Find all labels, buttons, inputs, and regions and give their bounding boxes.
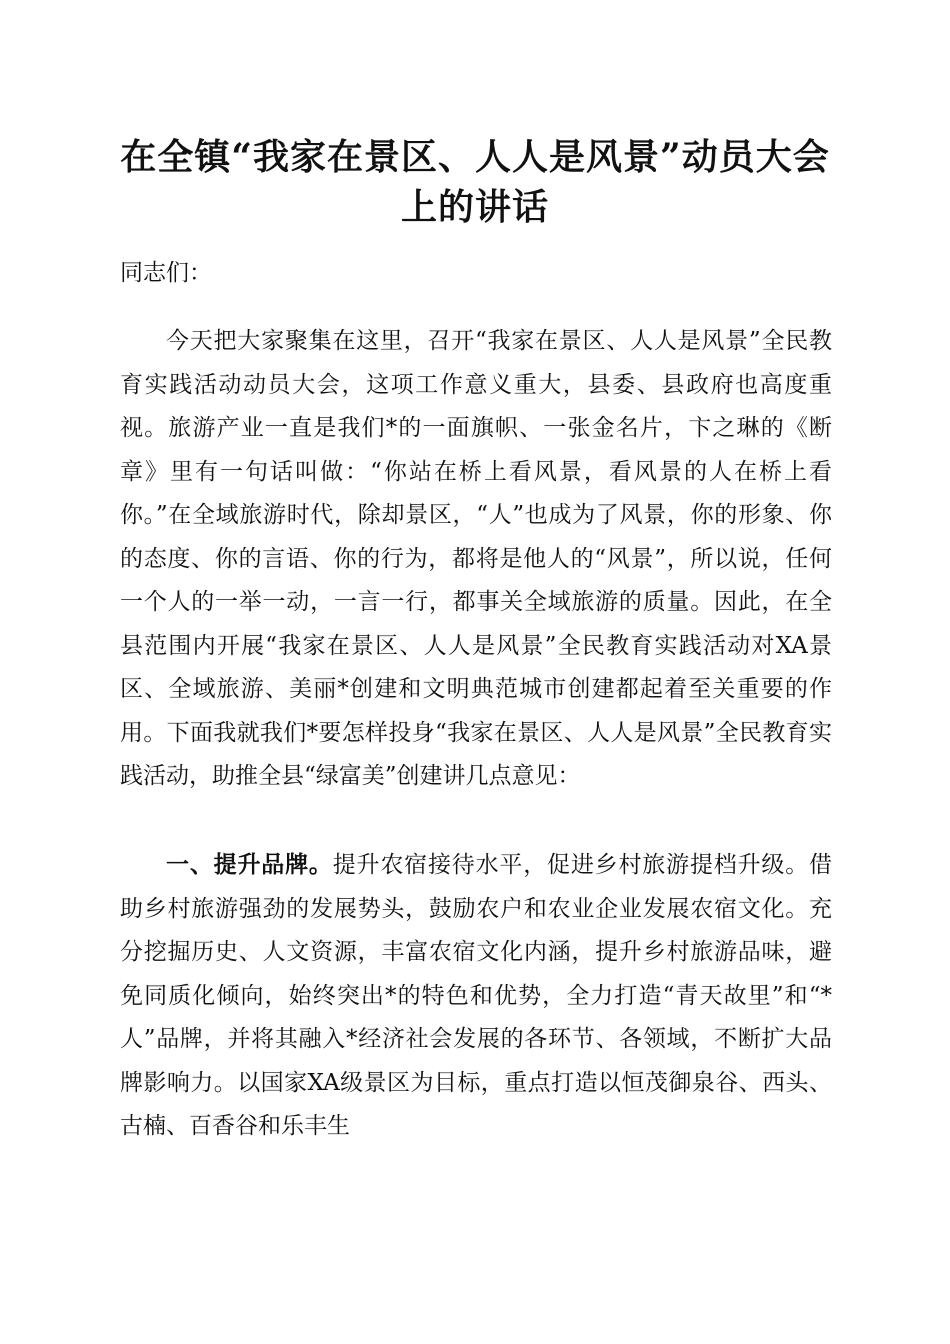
paragraph-section-1 xyxy=(120,843,832,1149)
document-title xyxy=(100,132,850,232)
paragraph-intro: 今天把大家聚集在这里，召开“我家在景区、人人是风景”全民教育实践活动动员大会，这项工作意义重大，县委、县政府也高度重视。旅游产业一直是我们*的一面旗帜、一张金名片，卞之琳的《断章》里有一句话叫做：“你站在桥上看风景，看风景的人在桥上看你。”在全域旅游时代，除却景区，“人”也成为了风景，你的形象、你的态度、你的言语、你的行为，都将是他人的“风景”，所以说，任何一个人的一举一动，一言一行，都事关全域旅游的质量。因此，在全县范围内开展“我家在景区、人人是风景”全民教育实践活动对XA景区、全域旅游、美丽*创建和文明典范城市创建都起着至关重要的作用。下面我就我们*要怎样投身“我家在景区、人人是风景”全民教育实践活动，助推全县“绿富美”创建讲几点意见： xyxy=(120,328,832,789)
section-1-heading: 一、提升品牌。 xyxy=(166,851,333,878)
title-line-2: 上的讲话 xyxy=(400,186,549,228)
section-1-text: 提升农宿接待水平，促进乡村旅游提档升级。借助乡村旅游强劲的发展势头，鼓励农户和农业企业发展农宿文化。充分挖掘历史、人文资源，丰富农宿文化内涵，提升乡村旅游品味，避免同质化倾向，始终突出*的特色和优势，全力打造“青天故里”和“*人”品牌，并将其融入*经济社会发展的各环节、各领域，不断扩大品牌影响力。以国家XA级景区为目标，重点打造以恒茂御泉谷、西头、古楠、百香谷和乐丰生 xyxy=(120,852,833,1139)
salutation: 同志们： xyxy=(120,260,212,286)
title-line-1: 在全镇“我家在景区、人人是风景”动员大会 xyxy=(120,136,830,178)
